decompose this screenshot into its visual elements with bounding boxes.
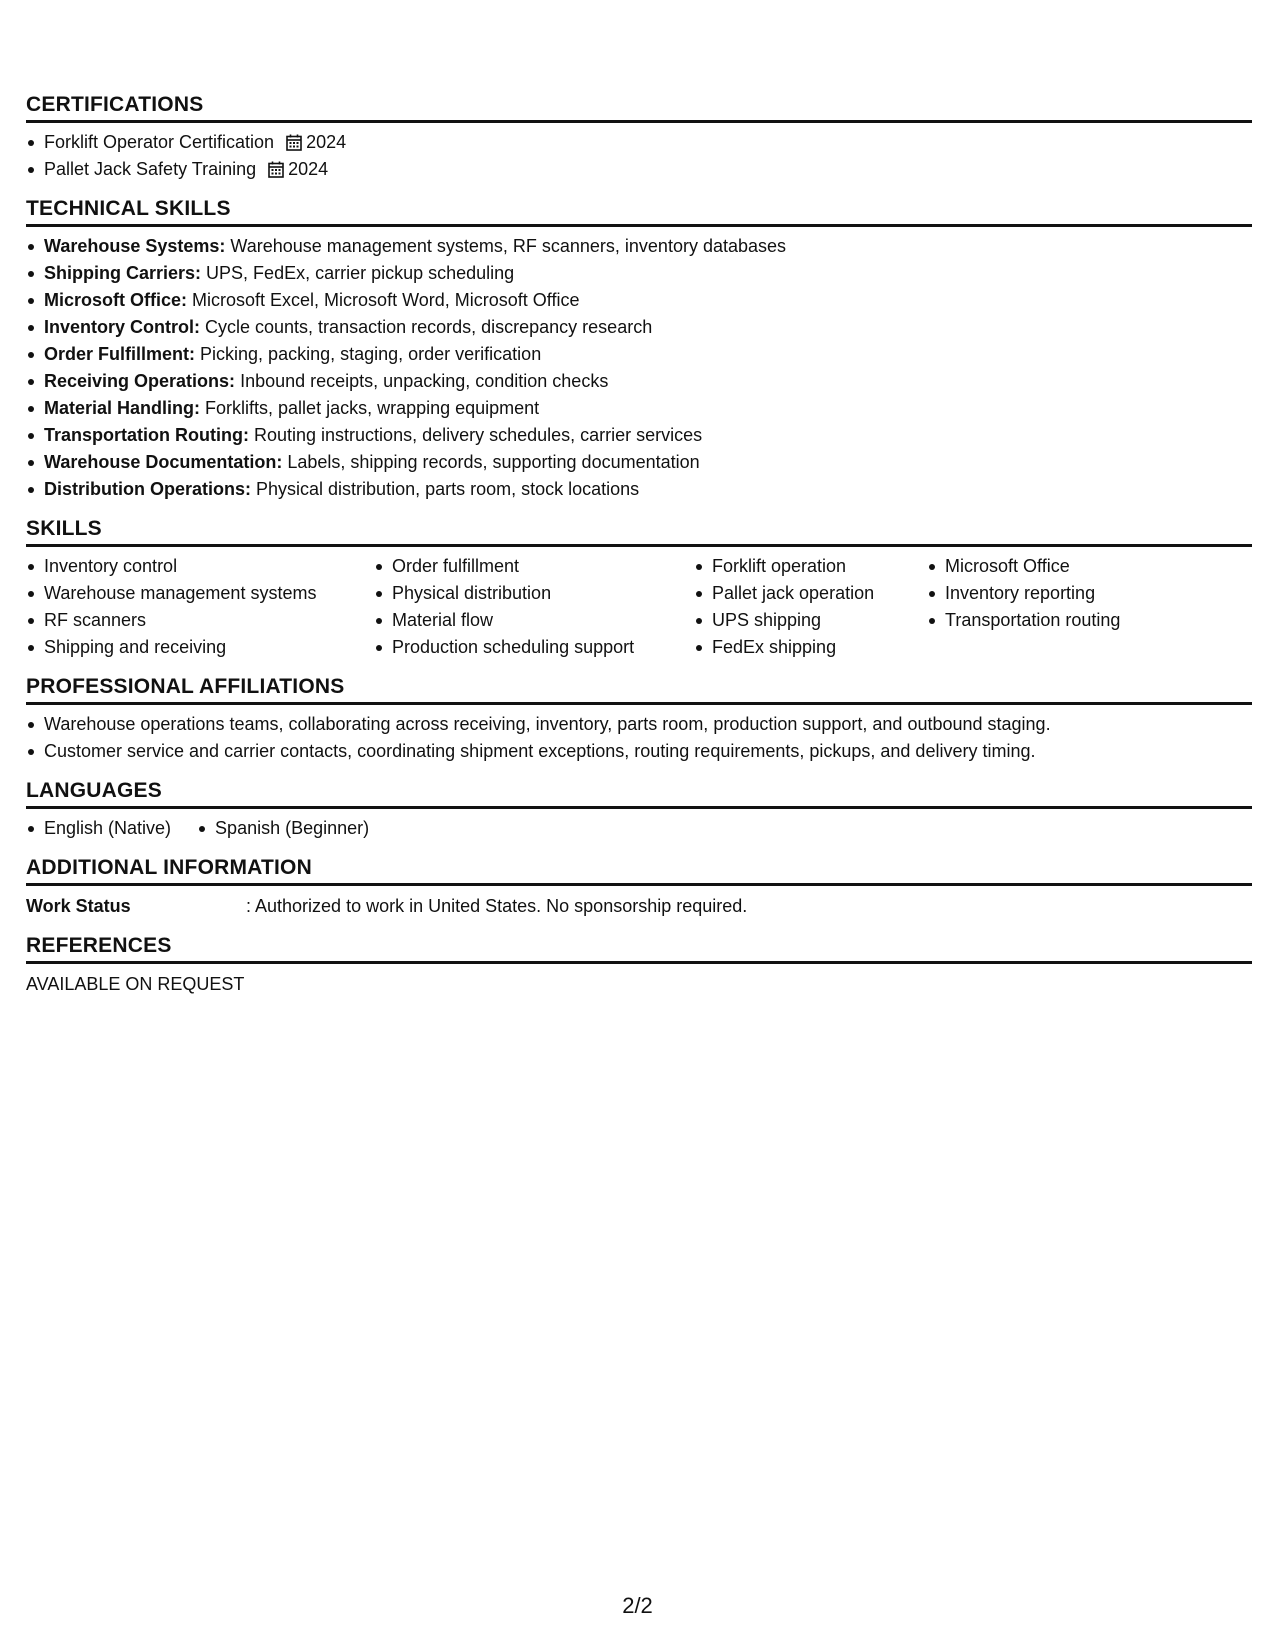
references-section — [26, 934, 1252, 998]
language-item: English (Native) — [44, 815, 171, 842]
technical-skill-item — [44, 422, 1252, 449]
additional-info-section — [26, 856, 1252, 920]
technical-skill-text: UPS, FedEx, carrier pickup scheduling — [206, 263, 515, 283]
skill-item: Forklift operation — [712, 553, 927, 580]
skill-item: Shipping and receiving — [44, 634, 374, 661]
technical-skill-text: Cycle counts, transaction records, discrepancy research — [205, 317, 653, 337]
technical-skill-text: Routing instructions, delivery schedules, carrier services — [254, 425, 703, 445]
language-item: Spanish (Beginner) — [215, 815, 369, 842]
certification-year: 2024 — [306, 132, 347, 152]
work-status-value: : Authorized to work in United States. No sponsorship required. — [246, 896, 748, 916]
technical-skill-text: Warehouse management systems, RF scanners, inventory databases — [230, 236, 787, 256]
skill-item: Inventory reporting — [945, 580, 1175, 607]
technical-skill-text: Microsoft Excel, Microsoft Word, Microsoft Office — [192, 290, 580, 310]
affiliation-item: Warehouse operations teams, collaborating across receiving, inventory, parts room, production support, and outbound staging. — [44, 711, 1252, 738]
skill-item: Pallet jack operation — [712, 580, 927, 607]
references-heading: REFERENCES — [26, 934, 1252, 964]
technical-skill-text: Physical distribution, parts room, stock locations — [256, 479, 640, 499]
work-status-row — [26, 892, 1252, 920]
technical-skill-label: Warehouse Systems: — [44, 236, 226, 256]
skill-item: Material flow — [392, 607, 694, 634]
technical-skill-item — [44, 287, 1252, 314]
technical-skill-text: Picking, packing, staging, order verification — [200, 344, 542, 364]
skills-columns — [26, 553, 1252, 661]
languages-list — [26, 815, 1252, 842]
technical-skill-label: Transportation Routing: — [44, 425, 249, 445]
technical-skill-label: Inventory Control: — [44, 317, 200, 337]
certification-name: Pallet Jack Safety Training — [44, 159, 257, 179]
certification-item — [44, 156, 1252, 183]
calendar-icon — [286, 134, 302, 151]
references-text: AVAILABLE ON REQUEST — [26, 974, 245, 994]
resume-page — [26, 93, 1252, 1012]
skill-item: Inventory control — [44, 553, 374, 580]
technical-skill-text: Labels, shipping records, supporting documentation — [287, 452, 700, 472]
technical-skill-item — [44, 314, 1252, 341]
skills-heading: SKILLS — [26, 517, 1252, 547]
technical-skill-item — [44, 260, 1252, 287]
certifications-list — [26, 129, 1252, 183]
technical-skill-item — [44, 449, 1252, 476]
page-number: 2/2 — [622, 1593, 653, 1618]
skill-item: Microsoft Office — [945, 553, 1175, 580]
technical-skill-item — [44, 368, 1252, 395]
technical-skill-label: Material Handling: — [44, 398, 201, 418]
skill-item: Order fulfillment — [392, 553, 694, 580]
technical-skill-item — [44, 476, 1252, 503]
skill-item: Physical distribution — [392, 580, 694, 607]
affiliations-heading: PROFESSIONAL AFFILIATIONS — [26, 675, 1252, 705]
technical-skill-text: Inbound receipts, unpacking, condition checks — [240, 371, 609, 391]
affiliations-section — [26, 675, 1252, 765]
skill-item: UPS shipping — [712, 607, 927, 634]
languages-heading: LANGUAGES — [26, 779, 1252, 809]
technical-skills-section — [26, 197, 1252, 503]
technical-skills-heading: TECHNICAL SKILLS — [26, 197, 1252, 227]
technical-skill-label: Distribution Operations: — [44, 479, 251, 499]
technical-skill-label: Shipping Carriers: — [44, 263, 202, 283]
skill-item: Transportation routing — [945, 607, 1175, 634]
technical-skills-list — [26, 233, 1252, 503]
skills-section — [26, 517, 1252, 661]
languages-section — [26, 779, 1252, 842]
calendar-icon — [268, 161, 284, 178]
certification-year: 2024 — [288, 159, 329, 179]
skills-column — [374, 553, 694, 661]
technical-skill-item — [44, 233, 1252, 260]
affiliation-item: Customer service and carrier contacts, coordinating shipment exceptions, routing requirements, pickups, and delivery timing. — [44, 738, 1252, 765]
additional-info-heading: ADDITIONAL INFORMATION — [26, 856, 1252, 886]
skills-column — [694, 553, 927, 661]
work-status-label: Work Status — [26, 896, 131, 916]
technical-skill-label: Receiving Operations: — [44, 371, 236, 391]
skills-column — [26, 553, 374, 661]
skills-column — [927, 553, 1175, 661]
skill-item: Warehouse management systems — [44, 580, 374, 607]
technical-skill-label: Warehouse Documentation: — [44, 452, 283, 472]
affiliations-list — [26, 711, 1252, 765]
certification-name: Forklift Operator Certification — [44, 132, 275, 152]
certifications-heading: CERTIFICATIONS — [26, 93, 1252, 123]
technical-skill-text: Forklifts, pallet jacks, wrapping equipment — [205, 398, 540, 418]
certifications-section — [26, 93, 1252, 183]
skill-item: Production scheduling support — [392, 634, 694, 661]
technical-skill-item — [44, 395, 1252, 422]
skill-item: FedEx shipping — [712, 634, 927, 661]
skill-item: RF scanners — [44, 607, 374, 634]
certification-item — [44, 129, 1252, 156]
technical-skill-label: Microsoft Office: — [44, 290, 188, 310]
technical-skill-label: Order Fulfillment: — [44, 344, 196, 364]
technical-skill-item — [44, 341, 1252, 368]
